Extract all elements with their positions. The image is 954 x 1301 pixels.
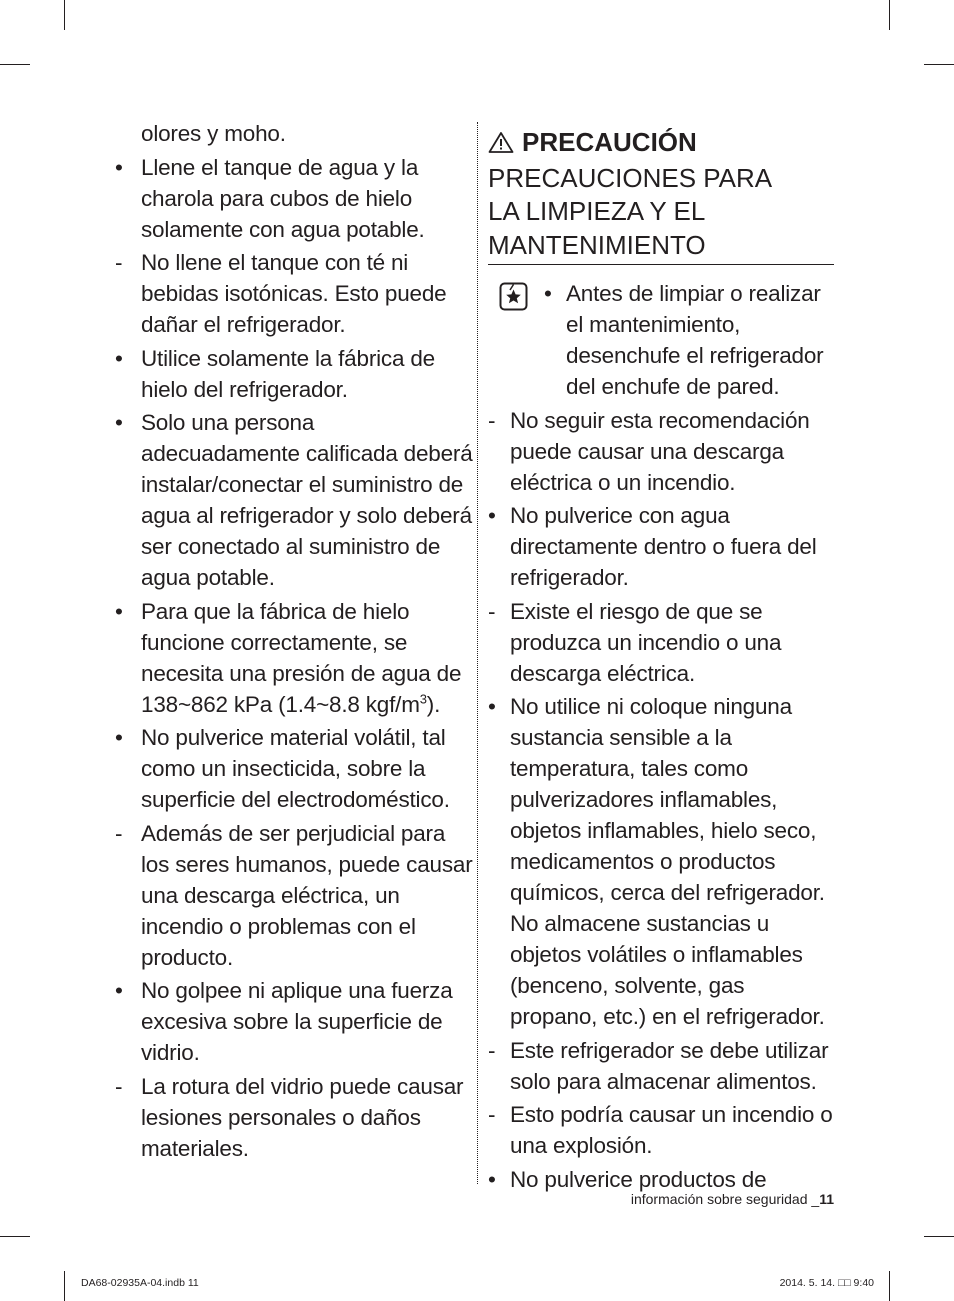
crop-mark: [64, 1271, 65, 1301]
bullet-marker: •: [488, 503, 496, 528]
list-item-text: Además de ser perjudicial para los seres humanos, puede causar una descarga eléctrica, un incendio o problemas con el producto.: [141, 820, 473, 970]
heading-warning-line: [488, 126, 836, 162]
superscript: 3: [419, 691, 427, 706]
crop-mark: [889, 1271, 890, 1301]
list-item-text: Llene el tanque de agua y la charola para cubos de hielo solamente con agua potable.: [141, 154, 425, 242]
list-item-text: No pulverice con agua directamente dentro o fuera del refrigerador.: [510, 503, 817, 590]
heading-line: LA LIMPIEZA Y EL: [488, 196, 706, 226]
list-item-text: No seguir esta recomendación puede causar una descarga eléctrica o un incendio.: [510, 407, 810, 495]
right-column: [488, 126, 836, 1197]
page-footer: [631, 1191, 834, 1207]
column-divider: [477, 122, 478, 1184]
list-item: [115, 818, 475, 973]
heading-line: PRECAUCIONES PARA: [488, 162, 773, 193]
list-item-text: No pulverice material volátil, tal como un insecticida, sobre la superficie del electrodoméstico.: [141, 725, 450, 812]
list-item: [115, 722, 475, 815]
crop-mark: [924, 1236, 954, 1237]
bullet-marker: •: [115, 154, 123, 180]
list-item-text: No golpee ni aplique una fuerza excesiva sobre la superficie de vidrio.: [141, 978, 453, 1065]
list-item: [115, 152, 475, 245]
dash-marker: -: [488, 1102, 496, 1127]
list-item: [488, 1099, 836, 1161]
list-item: [115, 343, 475, 405]
list-item-text: No utilice ni coloque ninguna sustancia sensible a la temperatura, tales como pulverizadores inflamables, objetos inflamables, hielo seco, medicamentos o productos químicos, cerca del refrigerador. No almacene sustancias u objetos volátiles o inflamables (benceno, solvente, gas propano, etc.) en el refrigerador.: [510, 694, 825, 1029]
slug-date: 2014. 5. 14. □□ 9:40: [779, 1277, 874, 1289]
list-item: [488, 1164, 836, 1195]
crop-mark: [924, 64, 954, 65]
left-column: [115, 118, 475, 1166]
list-item: [488, 405, 836, 498]
list-item: [115, 1071, 475, 1164]
list-item-text: La rotura del vidrio puede causar lesiones personales o daños materiales.: [141, 1073, 464, 1161]
crop-mark: [0, 1236, 30, 1237]
bullet-marker: •: [115, 725, 123, 750]
list-item-text: Este refrigerador se debe utilizar solo para almacenar alimentos.: [510, 1037, 829, 1094]
bullet-marker: •: [544, 281, 552, 306]
warning-label: PRECAUCIÓN: [522, 127, 697, 157]
list-item-text: [141, 596, 475, 720]
heading-line: MANTENIMIENTO: [488, 229, 706, 260]
list-item: [488, 278, 836, 402]
list-item-text: Existe el riesgo de que se produzca un incendio o una descarga eléctrica.: [510, 598, 782, 686]
list-item-text: No pulverice productos de: [510, 1166, 767, 1192]
list-item-text: olores y moho.: [141, 121, 286, 146]
dash-marker: -: [488, 1037, 496, 1063]
list-item: [488, 1035, 836, 1097]
list-item: [488, 596, 836, 689]
list-item-text: No llene el tanque con té ni bebidas isotónicas. Esto puede dañar el refrigerador.: [141, 250, 447, 337]
list-item: [115, 975, 475, 1068]
heading-rule: [488, 264, 834, 265]
warning-triangle-icon: [488, 128, 514, 162]
list-item: [488, 500, 836, 593]
bullet-marker: •: [115, 410, 123, 435]
dash-marker: -: [115, 1073, 123, 1099]
crop-mark: [889, 0, 890, 30]
dash-marker: -: [488, 407, 496, 433]
list-item: [115, 247, 475, 340]
bullet-marker: •: [488, 1166, 496, 1192]
bullet-marker: •: [488, 694, 496, 719]
list-item: [115, 407, 475, 593]
dash-marker: -: [115, 820, 123, 846]
crop-mark: [64, 0, 65, 30]
pressure-text-end: ).: [426, 691, 441, 717]
pressure-text: Para que la fábrica de hielo funcione correctamente, se necesita una presión de agua de 138~862 kPa (1.4~8.8 kgf/m: [141, 598, 462, 717]
list-item: [488, 691, 836, 1032]
bullet-marker: •: [115, 978, 123, 1003]
list-item: [115, 596, 475, 720]
star-note-icon: [499, 282, 528, 319]
crop-mark: [0, 64, 30, 65]
page-number: 11: [819, 1191, 834, 1207]
bullet-marker: •: [115, 345, 123, 371]
slug-file: DA68-02935A-04.indb 11: [81, 1277, 199, 1289]
list-item-text: Antes de limpiar o realizar el mantenimiento, desenchufe el refrigerador del enchufe de pared.: [566, 281, 824, 399]
bullet-marker: •: [115, 598, 123, 624]
dash-marker: -: [488, 598, 496, 624]
list-item-text: Utilice solamente la fábrica de hielo del refrigerador.: [141, 345, 435, 402]
footer-section: información sobre seguridad _: [630, 1191, 820, 1207]
dash-marker: -: [115, 250, 123, 275]
section-heading: [488, 126, 836, 262]
list-item-text: Solo una persona adecuadamente calificada deberá instalar/conectar el suministro de agua al refrigerador y solo deberá ser conectado al suministro de agua potable.: [141, 410, 473, 590]
list-item-text: Esto podría causar un incendio o una explosión.: [510, 1102, 833, 1158]
list-item: [115, 118, 475, 149]
